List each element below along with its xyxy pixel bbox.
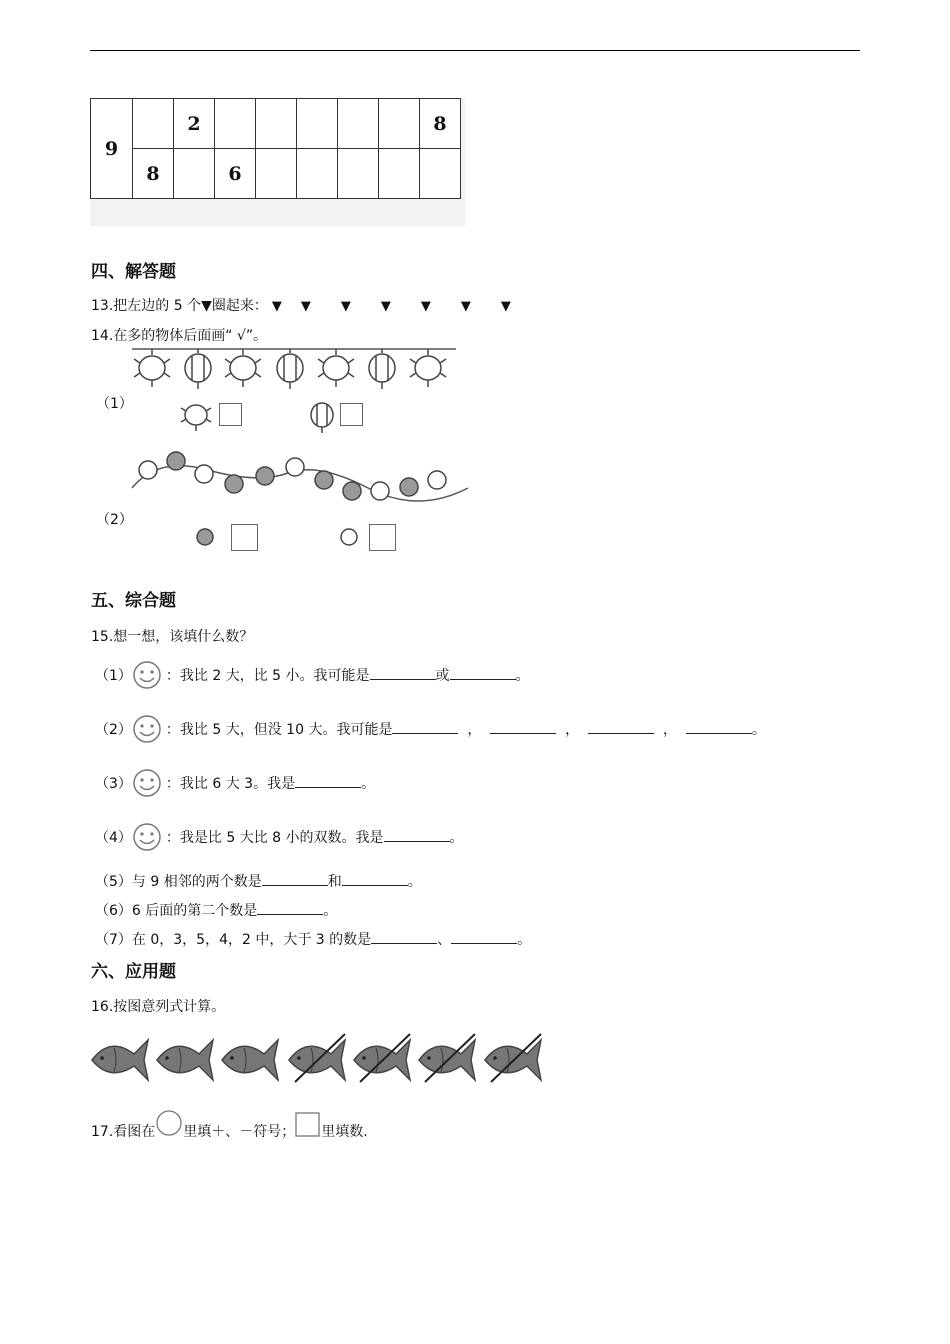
number-grid bbox=[90, 98, 461, 199]
smiley-icon bbox=[132, 822, 162, 852]
item-label: （5） bbox=[95, 874, 132, 890]
smiley-icon bbox=[132, 660, 162, 690]
fish-illustration bbox=[90, 1030, 545, 1085]
bead-white bbox=[341, 529, 357, 545]
answer-blank[interactable] bbox=[342, 873, 408, 886]
bead-gray bbox=[315, 471, 333, 489]
answer-blank[interactable] bbox=[686, 721, 752, 734]
section5-heading: 五、综合题 bbox=[91, 591, 176, 611]
answer-blank[interactable] bbox=[451, 931, 517, 944]
answer-box[interactable] bbox=[219, 403, 242, 426]
item-text: 。 bbox=[407, 874, 422, 890]
q16-text: 16.按图意列式计算。 bbox=[91, 999, 226, 1015]
grid-cell: 8 bbox=[420, 99, 461, 149]
item-label: （2） bbox=[95, 722, 132, 738]
item-label: （6） bbox=[95, 903, 132, 919]
item-text: 。 bbox=[751, 722, 766, 738]
section4-heading: 四、解答题 bbox=[91, 262, 176, 282]
header-rule bbox=[90, 50, 860, 51]
grid-cell bbox=[174, 149, 215, 199]
lantern-icon bbox=[369, 349, 395, 389]
grid-cell: 2 bbox=[174, 99, 215, 149]
lantern-icon bbox=[277, 349, 303, 389]
item-text: ， bbox=[662, 722, 677, 738]
item-label: （1） bbox=[95, 668, 132, 684]
item-text: 6 后面的第二个数是 bbox=[131, 903, 258, 919]
answer-blank[interactable] bbox=[588, 721, 654, 734]
fish-icon bbox=[92, 1040, 148, 1080]
bead-white bbox=[286, 458, 304, 476]
bead-white bbox=[371, 482, 389, 500]
triangle-icon: ▼ bbox=[300, 299, 311, 314]
triangle-icon: ▼ bbox=[271, 299, 282, 314]
q15-item6 bbox=[95, 900, 337, 920]
answer-blank[interactable] bbox=[370, 667, 436, 680]
grid-cell bbox=[297, 149, 338, 199]
item-text: 、 bbox=[437, 932, 452, 948]
q15-item2 bbox=[95, 714, 766, 744]
grid-cell bbox=[338, 149, 379, 199]
bead-gray bbox=[256, 467, 274, 485]
item-text: ：我比 6 大 3。我是 bbox=[165, 776, 296, 792]
fish-icon bbox=[222, 1040, 278, 1080]
q15-item7 bbox=[95, 929, 531, 949]
item-label: （7） bbox=[95, 932, 132, 948]
item-text: 。 bbox=[515, 668, 530, 684]
item-label: （3） bbox=[95, 776, 132, 792]
fish-icon bbox=[157, 1040, 213, 1080]
answer-blank[interactable] bbox=[392, 721, 458, 734]
answer-blank[interactable] bbox=[257, 902, 323, 915]
item-label: （4） bbox=[95, 830, 132, 846]
answer-blank[interactable] bbox=[450, 667, 516, 680]
grid-cell bbox=[379, 99, 420, 149]
grid-cell bbox=[256, 149, 297, 199]
q14-part2-label: （2） bbox=[96, 512, 133, 528]
lantern-illustration bbox=[130, 345, 460, 435]
grid-cell: 8 bbox=[133, 149, 174, 199]
item-text: ：我比 2 大，比 5 小。我可能是 bbox=[165, 668, 370, 684]
bead-gray bbox=[400, 478, 418, 496]
item-text: ， bbox=[565, 722, 580, 738]
section6-heading: 六、应用题 bbox=[91, 962, 176, 982]
lantern-icon bbox=[181, 405, 211, 431]
q15-item1 bbox=[95, 660, 530, 690]
grid-cell: 6 bbox=[215, 149, 256, 199]
fish-crossed-icon bbox=[289, 1034, 345, 1082]
item-text: ：我比 5 大，但没 10 大。我可能是 bbox=[165, 722, 393, 738]
answer-blank[interactable] bbox=[295, 775, 361, 788]
item-text: ：我是比 5 大比 8 小的双数。我是 bbox=[165, 830, 384, 846]
q17 bbox=[91, 1110, 368, 1141]
q15-item5 bbox=[95, 871, 422, 891]
q15-text: 15.想一想，该填什么数？ bbox=[91, 629, 254, 645]
q17-text: 17.看图在 bbox=[91, 1124, 156, 1140]
bead-gray bbox=[167, 452, 185, 470]
answer-blank[interactable] bbox=[262, 873, 328, 886]
bead-gray bbox=[343, 482, 361, 500]
grid-cell bbox=[297, 99, 338, 149]
lantern-icon bbox=[311, 403, 333, 433]
bead-illustration bbox=[128, 448, 473, 553]
smiley-icon bbox=[132, 714, 162, 744]
grid-cell bbox=[379, 149, 420, 199]
answer-blank[interactable] bbox=[384, 829, 450, 842]
answer-box[interactable] bbox=[231, 524, 258, 551]
q17-text: 里填数. bbox=[321, 1124, 368, 1140]
item-text: 在 0，3，5，4，2 中，大于 3 的数是 bbox=[131, 932, 372, 948]
triangle-icon: ▼ bbox=[500, 299, 511, 314]
bead-white bbox=[195, 465, 213, 483]
item-text: 和 bbox=[327, 874, 342, 890]
item-text: ， bbox=[467, 722, 482, 738]
triangle-icon: ▼ bbox=[380, 299, 391, 314]
triangle-icon: ▼ bbox=[340, 299, 351, 314]
triangle-icon: ▼ bbox=[420, 299, 431, 314]
q15-item3 bbox=[95, 768, 375, 798]
q17-text: 里填＋、－符号； bbox=[183, 1124, 296, 1140]
smiley-icon bbox=[132, 768, 162, 798]
answer-box[interactable] bbox=[340, 403, 363, 426]
item-text: 或 bbox=[435, 668, 450, 684]
answer-blank[interactable] bbox=[490, 721, 556, 734]
lantern-icon bbox=[318, 349, 354, 387]
answer-blank[interactable] bbox=[371, 931, 437, 944]
grid-cell bbox=[133, 99, 174, 149]
q13 bbox=[91, 295, 526, 315]
q13-text: 13.把左边的 5 个▼圈起来： bbox=[91, 298, 268, 314]
circle-icon bbox=[155, 1110, 183, 1140]
q14-part1-label: （1） bbox=[96, 396, 133, 412]
lantern-icon bbox=[134, 349, 170, 387]
lantern-icon bbox=[410, 349, 446, 387]
triangle-icon: ▼ bbox=[460, 299, 471, 314]
square-icon bbox=[295, 1112, 321, 1140]
item-text: 。 bbox=[517, 932, 532, 948]
item-text: 。 bbox=[449, 830, 464, 846]
q15-item4 bbox=[95, 822, 464, 852]
fish-crossed-icon bbox=[354, 1034, 410, 1082]
grid-cell bbox=[256, 99, 297, 149]
item-text: 。 bbox=[361, 776, 376, 792]
grid-cell bbox=[420, 149, 461, 199]
answer-box[interactable] bbox=[369, 524, 396, 551]
item-text: 与 9 相邻的两个数是 bbox=[131, 874, 262, 890]
grid-cell bbox=[215, 99, 256, 149]
bead-white bbox=[428, 471, 446, 489]
bead-white bbox=[139, 461, 157, 479]
q14-text: 14.在多的物体后面画“ √”。 bbox=[91, 328, 268, 344]
bead-gray bbox=[197, 529, 213, 545]
bead-gray bbox=[225, 475, 243, 493]
item-text: 。 bbox=[323, 903, 338, 919]
lantern-icon bbox=[185, 349, 211, 389]
grid-cell bbox=[338, 99, 379, 149]
grid-cell-first: 9 bbox=[91, 99, 133, 199]
fish-crossed-icon bbox=[485, 1034, 541, 1082]
fish-crossed-icon bbox=[419, 1034, 475, 1082]
lantern-icon bbox=[225, 349, 261, 387]
